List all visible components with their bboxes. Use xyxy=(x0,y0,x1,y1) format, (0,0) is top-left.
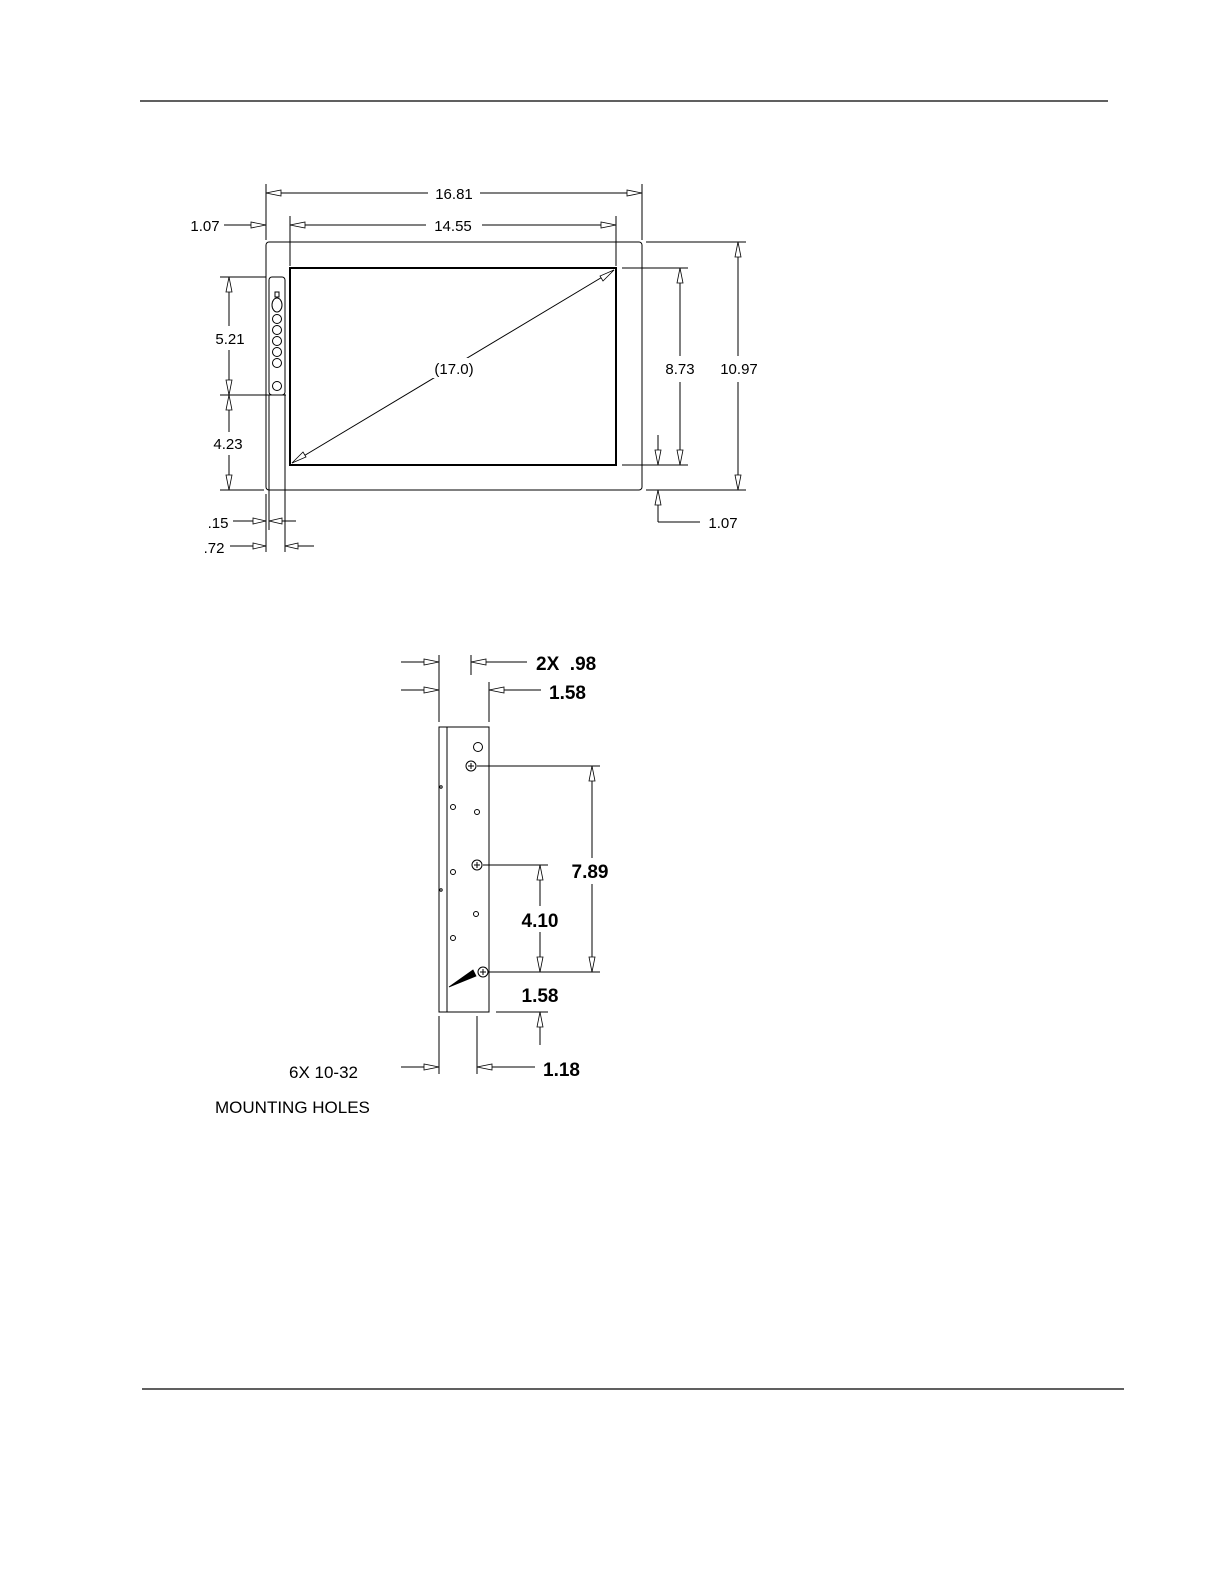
label-overall-height: 10.97 xyxy=(720,361,758,378)
dim-bezel-left xyxy=(190,218,266,235)
dim-tab-offset xyxy=(401,654,596,675)
label-panel-offset: .15 xyxy=(207,515,229,532)
dim-panel-offset xyxy=(208,395,296,552)
label-panel-width: .72 xyxy=(203,540,225,557)
label-screen-width: 14.55 xyxy=(434,218,472,235)
note-leader-arrow xyxy=(449,970,476,987)
control-panel xyxy=(269,277,285,395)
dim-panel-to-bottom xyxy=(213,395,264,490)
label-screen-height: 8.73 xyxy=(665,361,695,378)
dim-hole-pitch-lower xyxy=(483,865,558,972)
dim-diagonal xyxy=(292,270,614,463)
label-bezel-left: 1.07 xyxy=(190,218,220,235)
dim-depth xyxy=(401,1016,580,1081)
label-panel-to-bottom: 4.23 xyxy=(213,436,243,453)
dim-bottom-bezel xyxy=(655,490,738,532)
mounting-note-line1: 6X 10-32 xyxy=(289,1063,358,1082)
label-hole-pitch-lower: 4.10 xyxy=(521,911,559,932)
label-panel-height: 5.21 xyxy=(215,331,245,348)
mounting-holes xyxy=(466,761,488,977)
label-depth: 1.18 xyxy=(543,1060,580,1081)
label-hole-pitch-total: 7.89 xyxy=(571,862,609,883)
mounting-note-line2: MOUNTING HOLES xyxy=(215,1098,370,1117)
dim-screen-width xyxy=(290,216,616,266)
dim-panel-width xyxy=(204,540,314,557)
label-diagonal: (17.0) xyxy=(434,361,474,378)
side-view xyxy=(215,654,618,1117)
side-flange-outline xyxy=(439,727,447,1012)
dim-bottom-offset xyxy=(496,986,558,1045)
dim-overall-height xyxy=(646,242,758,490)
dim-screen-height xyxy=(622,268,695,465)
label-bottom-bezel: 1.07 xyxy=(708,515,738,532)
label-tab-width: 1.58 xyxy=(549,683,586,704)
label-bottom-offset: 1.58 xyxy=(521,986,559,1007)
small-screws xyxy=(440,786,480,941)
dim-tab-width xyxy=(401,683,586,704)
front-view xyxy=(190,184,757,557)
dim-hole-pitch-total xyxy=(477,766,618,972)
label-tab-offset: 2X .98 xyxy=(536,654,597,675)
label-overall-width: 16.81 xyxy=(435,186,473,203)
